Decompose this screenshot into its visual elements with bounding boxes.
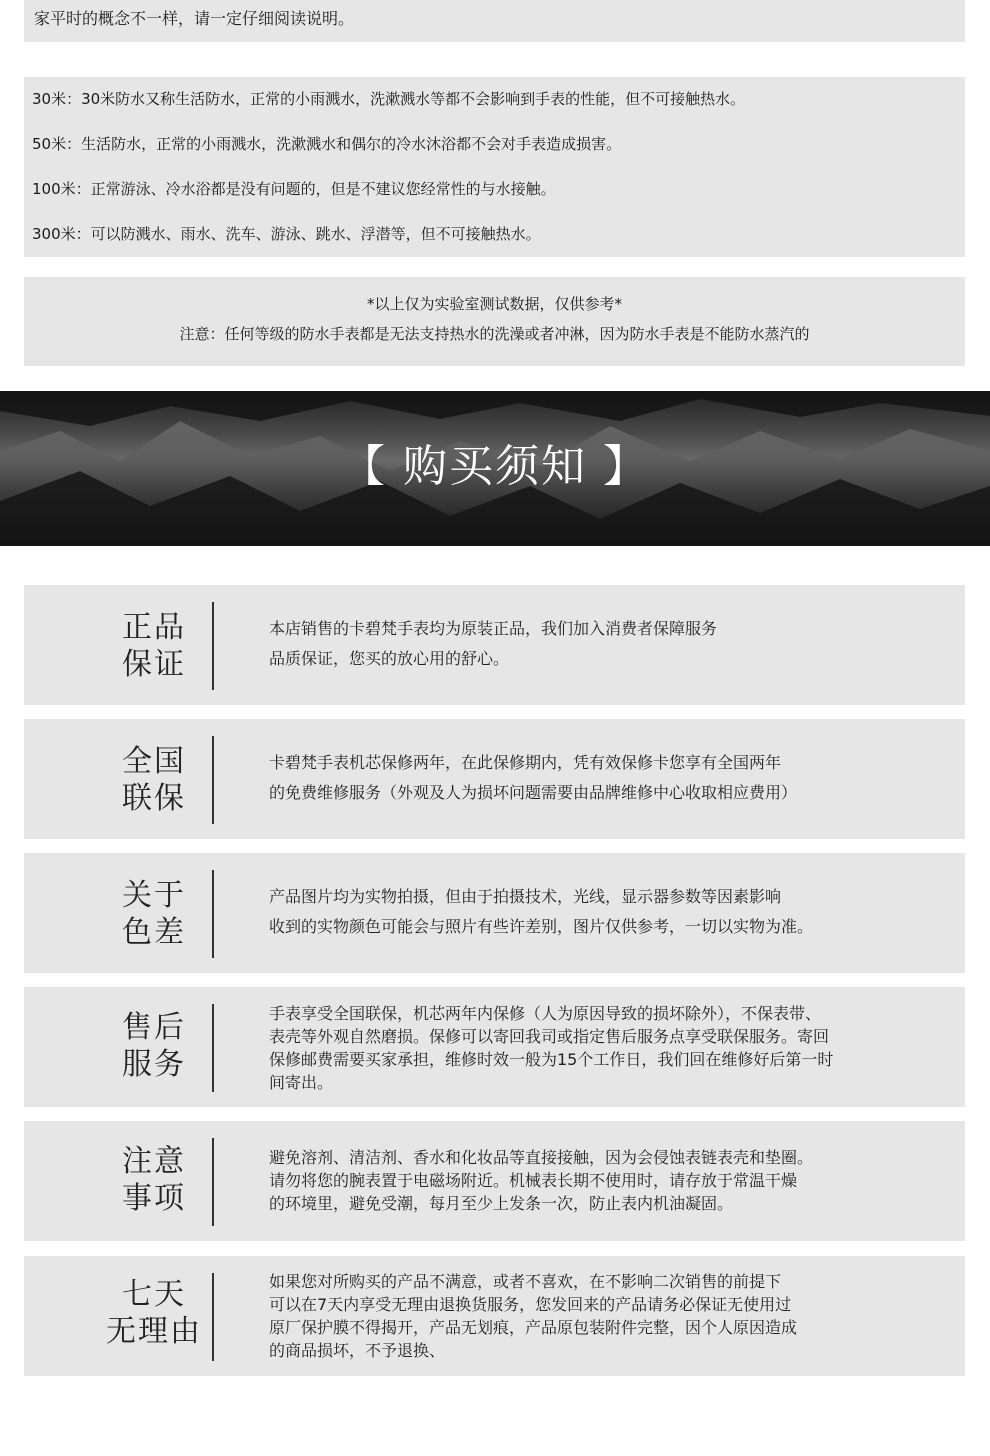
waterproof-line-300m: 300米：可以防溅水、雨水、洗车、游泳、跳水、浮潜等，但不可接触热水。: [32, 225, 541, 243]
card-title-line: 售后: [122, 1010, 186, 1045]
card-text-line: 本店销售的卡碧梵手表均为原装正品，我们加入消费者保障服务: [269, 619, 718, 638]
card-title: [84, 609, 224, 683]
card-genuine-guarantee: [24, 585, 965, 705]
card-title: [84, 1143, 224, 1217]
card-divider: [212, 602, 214, 690]
hot-water-warning: 注意：任何等级的防水手表都是无法支持热水的洗澡或者冲淋，因为防水手表是不能防水蒸汽的: [179, 325, 810, 343]
card-seven-day-return: [24, 1256, 965, 1376]
card-text-line: 产品图片均为实物拍摄，但由于拍摄技术，光线，显示器参数等因素影响: [269, 887, 782, 906]
card-text-line: 如果您对所购买的产品不满意，或者不喜欢，在不影响二次销售的前提下: [269, 1272, 782, 1291]
card-text-line: 表壳等外观自然磨损。保修可以寄回我司或指定售后服务点享受联保服务。寄回: [269, 1027, 830, 1046]
card-title: [84, 877, 224, 951]
waterproof-line-50m: 50米：生活防水，正常的小雨溅水，洗漱溅水和偶尔的冷水沐浴都不会对手表造成损害。: [32, 135, 622, 153]
card-divider: [212, 1273, 214, 1361]
waterproof-line-30m: 30米：30米防水又称生活防水，正常的小雨溅水，洗漱溅水等都不会影响到手表的性能，但不可接触热水。: [32, 90, 746, 108]
card-text-line: 可以在7天内享受无理由退换货服务，您发回来的产品请务必保证无使用过: [269, 1295, 792, 1314]
card-text-line: 间寄出。: [269, 1073, 334, 1092]
card-after-sales: [24, 987, 965, 1107]
card-text: [269, 885, 959, 938]
card-title-line: 注意: [122, 1144, 186, 1179]
card-text: [269, 1270, 959, 1362]
card-title-line: 服务: [122, 1047, 186, 1082]
card-text: [269, 617, 959, 670]
card-text: [269, 751, 959, 804]
card-text: [269, 1146, 959, 1215]
card-divider: [212, 870, 214, 958]
card-precautions: [24, 1121, 965, 1241]
card-national-warranty: [24, 719, 965, 839]
intro-text: 家平时的概念不一样，请一定仔细阅读说明。: [34, 9, 355, 28]
banner-title: 【 购买须知 】: [341, 441, 649, 492]
card-text-line: 请勿将您的腕表置于电磁场附近。机械表长期不使用时，请存放于常温干燥: [269, 1171, 798, 1190]
waterproof-line-100m: 100米：正常游泳、冷水浴都是没有问题的，但是不建议您经常性的与水接触。: [32, 180, 556, 198]
intro-panel: [24, 0, 965, 42]
card-text-line: 的环境里，避免受潮，每月至少上发条一次，防止表内机油凝固。: [269, 1194, 734, 1213]
card-text-line: 避免溶剂、清洁剂、香水和化妆品等直接接触，因为会侵蚀表链表壳和垫圈。: [269, 1148, 814, 1167]
card-title-line: 联保: [122, 781, 186, 816]
card-divider: [212, 1138, 214, 1226]
card-text-line: 收到的实物颜色可能会与照片有些许差别，图片仅供参考，一切以实物为准。: [269, 917, 814, 936]
purchase-notice-banner: [0, 391, 990, 546]
card-title-line: 七天: [122, 1277, 186, 1312]
card-divider: [212, 736, 214, 824]
card-title-line: 无理由: [106, 1314, 202, 1349]
card-text-line: 保修邮费需要买家承担，维修时效一般为15个工作日，我们回在维修好后第一时: [269, 1050, 834, 1069]
card-title-line: 保证: [122, 647, 186, 682]
card-title-line: 全国: [122, 744, 186, 779]
lab-data-note: *以上仅为实验室测试数据，仅供参考*: [366, 295, 622, 313]
card-title-line: 事项: [122, 1181, 186, 1216]
card-text-line: 的免费维修服务（外观及人为损坏问题需要由品牌维修中心收取相应费用）: [269, 783, 798, 802]
card-title-line: 关于: [122, 878, 186, 913]
card-title: [74, 1276, 234, 1350]
card-color-difference: [24, 853, 965, 973]
card-text: [269, 1002, 959, 1094]
card-title: [84, 1009, 224, 1083]
card-text-line: 品质保证，您买的放心用的舒心。: [269, 649, 510, 668]
card-title-line: 正品: [122, 610, 186, 645]
card-divider: [212, 1004, 214, 1092]
card-text-line: 原厂保护膜不得揭开，产品无划痕，产品原包装附件完整，因个人原因造成: [269, 1318, 798, 1337]
card-text-line: 卡碧梵手表机芯保修两年，在此保修期内，凭有效保修卡您享有全国两年: [269, 753, 782, 772]
card-text-line: 的商品损坏，不予退换、: [269, 1341, 446, 1360]
card-text-line: 手表享受全国联保，机芯两年内保修（人为原因导致的损坏除外），不保表带、: [269, 1004, 822, 1023]
note-panel: [24, 277, 965, 366]
card-title: [84, 743, 224, 817]
card-title-line: 色差: [122, 915, 186, 950]
waterproof-panel: [24, 77, 965, 257]
